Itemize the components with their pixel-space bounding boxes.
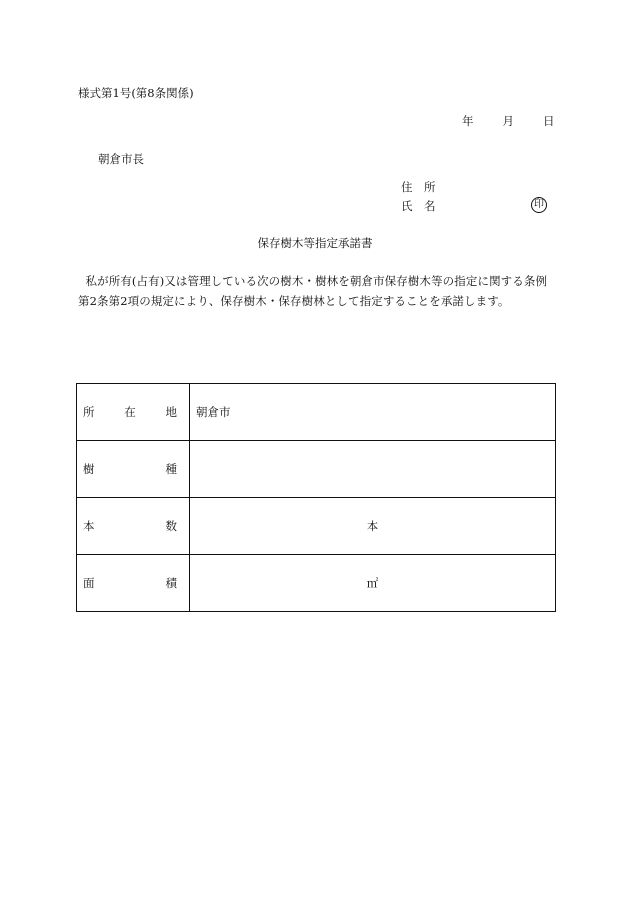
tree-details-table: [76, 383, 556, 612]
statement-line-2: 第2条第2項の規定により、保存樹木・保存樹林として指定することを承諾します。: [78, 294, 510, 308]
table-row-species: [77, 441, 556, 498]
species-label: 樹 種: [77, 441, 190, 498]
count-label: 本 数: [77, 498, 190, 555]
date-month: 月: [502, 114, 514, 128]
table-row-area: [77, 555, 556, 612]
table-row-location: [77, 384, 556, 441]
seal-mark: 印: [531, 197, 547, 213]
location-label: 所 在 地: [77, 384, 190, 441]
document-title: 保存樹木等指定承諾書: [257, 236, 373, 250]
species-value[interactable]: [190, 441, 556, 498]
address-label: 住 所: [401, 180, 436, 194]
date-year: 年: [462, 114, 474, 128]
count-value[interactable]: 本: [190, 498, 556, 555]
consent-statement: [78, 271, 558, 311]
area-label: 面 積: [77, 555, 190, 612]
date-day: 日: [543, 114, 555, 128]
date-line: [462, 114, 555, 128]
form-number: 様式第1号(第8条関係): [78, 86, 194, 100]
statement-line-1: 私が所有(占有)又は管理している次の樹木・樹林を朝倉市保存樹木等の指定に関する条例: [85, 274, 548, 288]
area-value[interactable]: ㎡: [190, 555, 556, 612]
addressee: 朝倉市長: [98, 152, 144, 166]
location-value[interactable]: 朝倉市: [190, 384, 556, 441]
table-row-count: [77, 498, 556, 555]
name-label: 氏 名: [401, 199, 436, 213]
